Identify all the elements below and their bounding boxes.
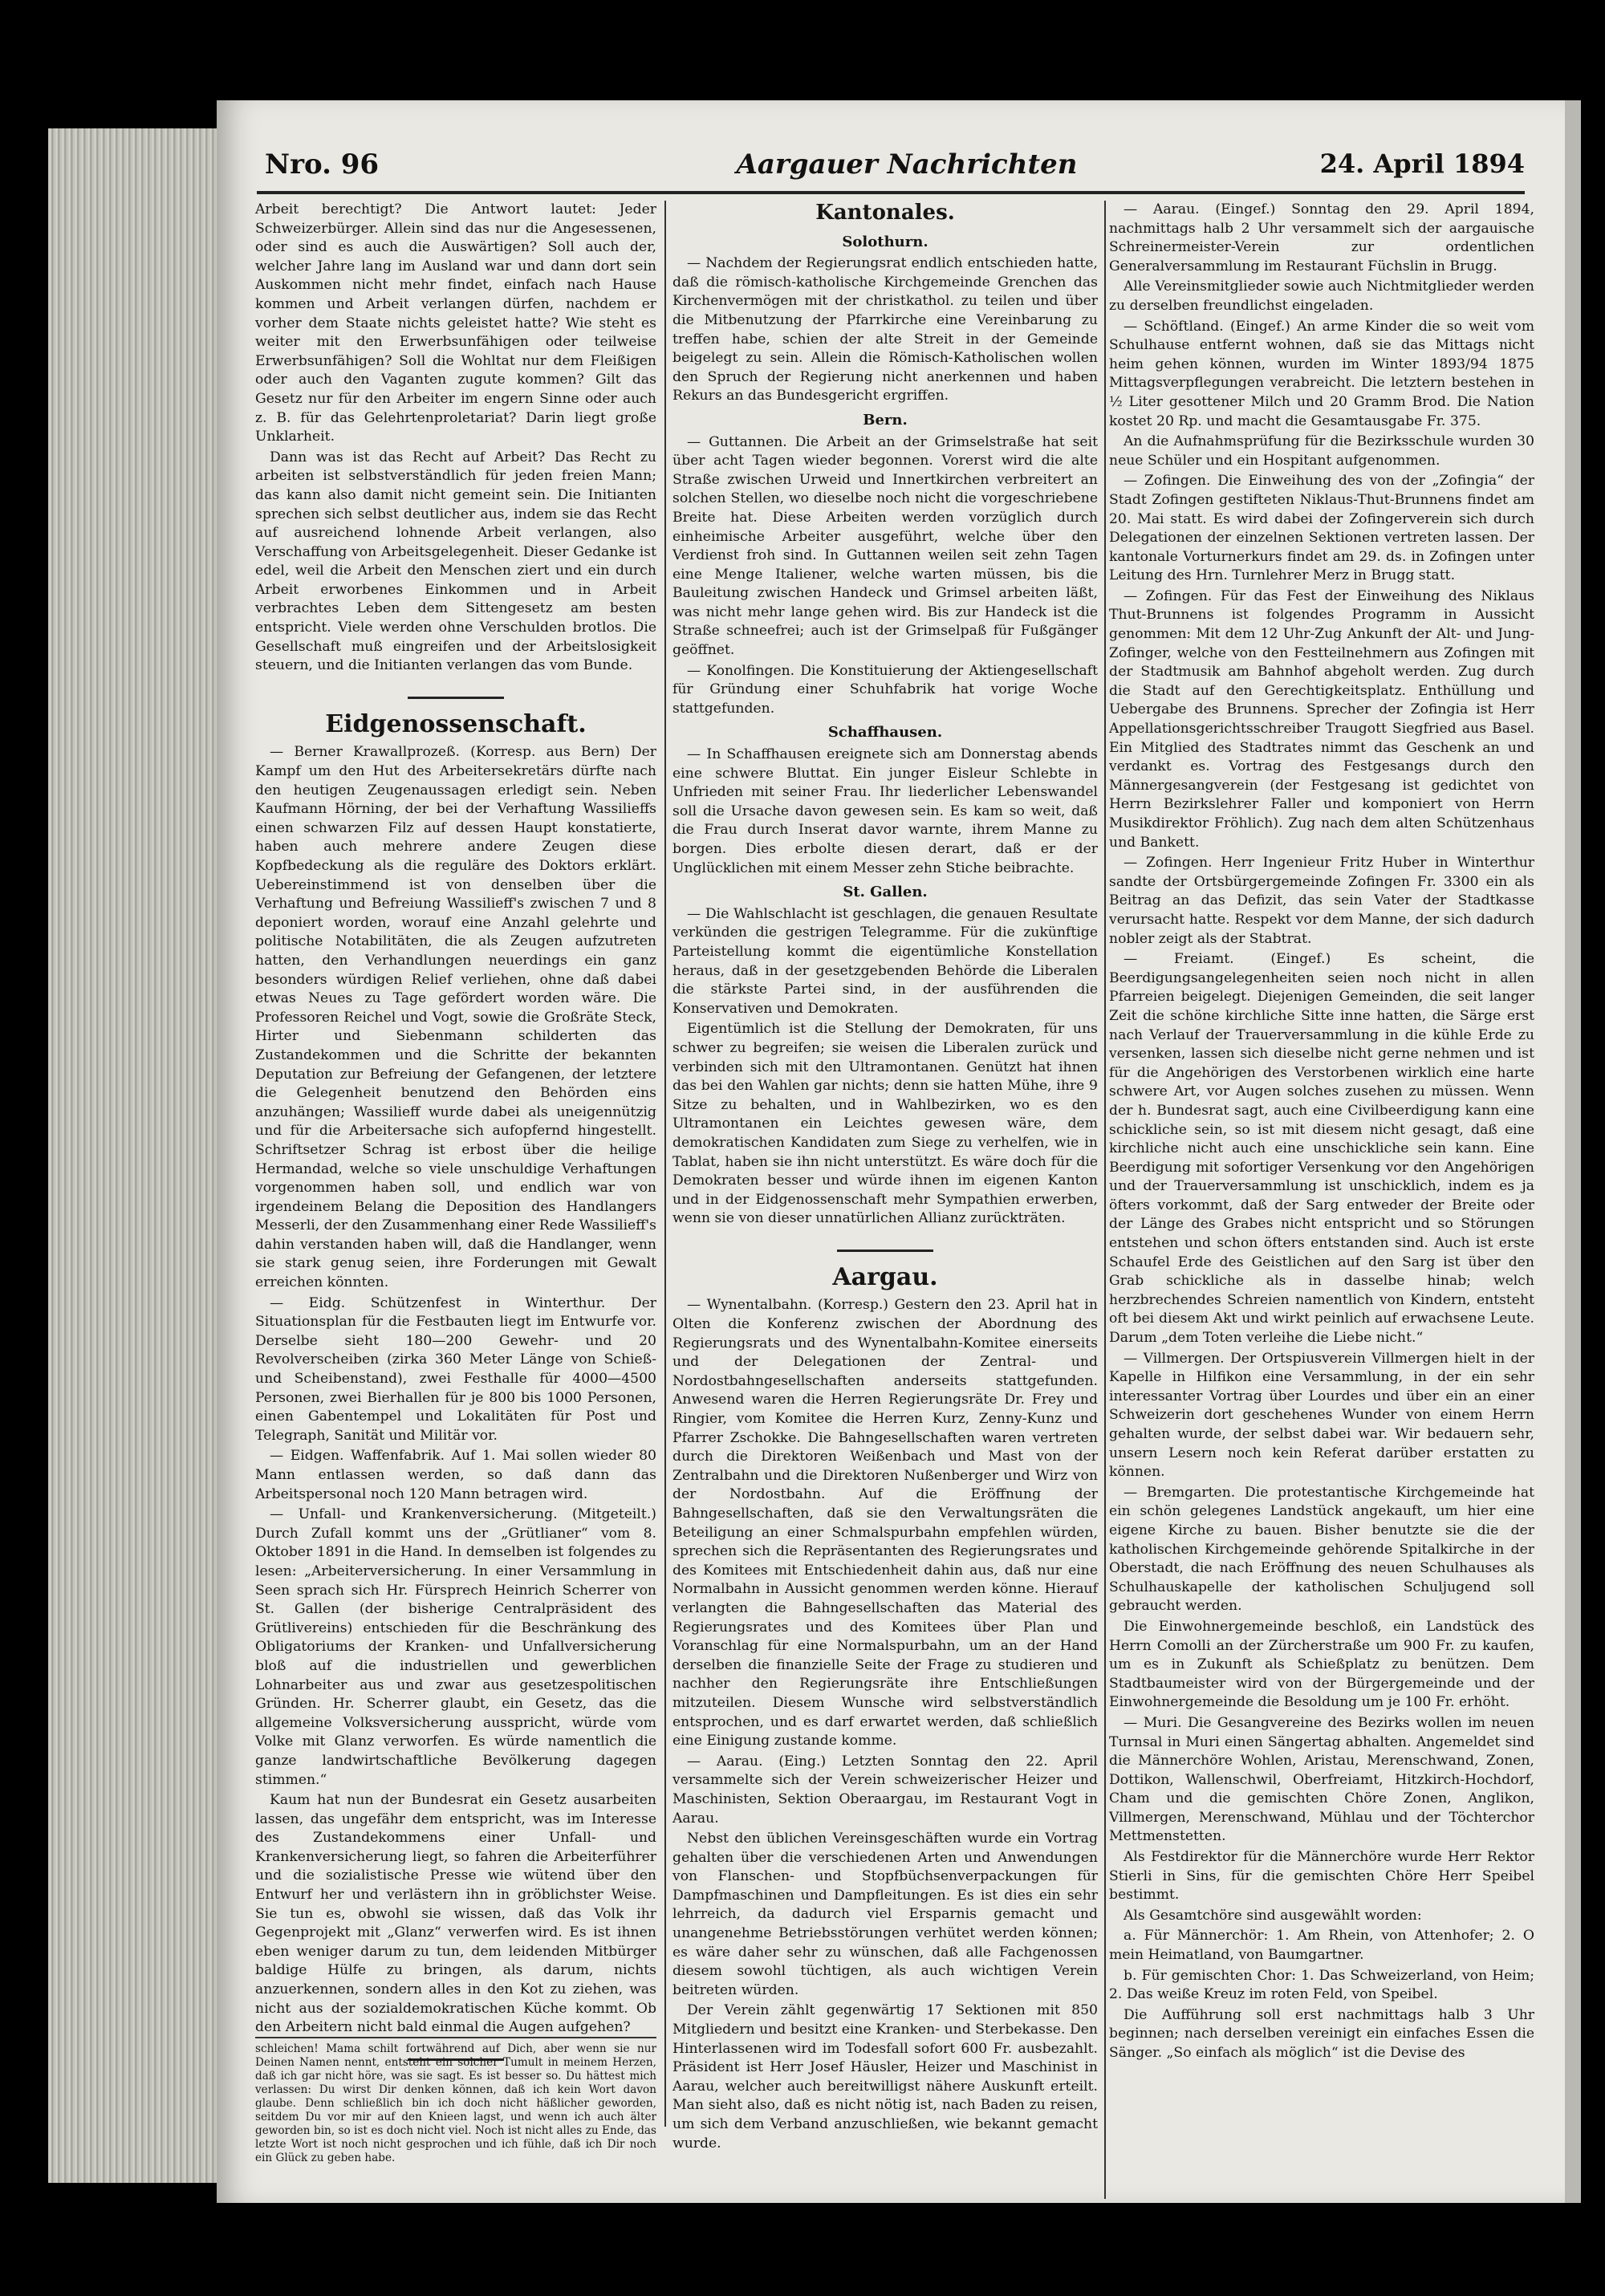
section-heading-aargau: Aargau. <box>832 1262 938 1291</box>
section-heading-eidgenossenschaft: Eidgenossenschaft. <box>325 709 587 738</box>
news-item: — Guttannen. Die Arbeit an der Grimselstraße hat seit über acht Tagen wieder begonnen. Vorerst wird die alte Straße zwischen Urweid und Innertkirchen verbreitert an solchen Stellen, wo dieselbe noch nicht die vorgeschriebene Breite hat. Diese Arbeiten werden vorzüglich durch einheimische Arbeiter ausgeführt, welche über den Verdienst froh sind. In Guttannen weilen seit zehn Tagen eine Menge Italiener, welche warten müssen, bis die Bauleitung zwischen Handeck und Grimsel arbeiten läßt, was nicht mehr lange gehen wird. Bis zur Handeck ist die Straße schneefrei; auch ist der Grimselpaß für Fußgänger geöffnet. <box>672 433 1098 659</box>
news-item: Die Aufführung soll erst nachmittags halb 3 Uhr beginnen; nach derselben vereinigt ein einfaches Essen die Sänger. „So einfach als möglich“ ist die Devise des <box>1109 2006 1534 2061</box>
news-item: — Berner Krawallprozeß. (Korresp. aus Bern) Der Kampf um den Hut des Arbeitersekretärs dürfte nach den heutigen Zeugenaussagen erledigt sein. Neben Kaufmann Hörning, der bei der Verhaftung Wassilieffs einen schwarzen Filz auf dessen Haupt konstatierte, haben auch mehrere andere Zeugen diese Kopfbedeckung als die reguläre des Doktors erklärt. Uebereinstimmend ist von denselben über die Verhaftung und Befreiung Wassilieff's zwischen 7 und 8 deponiert worden, worauf eine Anzahl gelehrte und politische Notabilitäten, die als Zeugen aufzutreten hatten, den Verhandlungen neuerdings ein ganz besonders würdigen Relief verliehen, ohne daß dabei etwas Neues zu Tage gefördert worden wäre. Die Professoren Reichel und Vogt, sowie die Großräte Steck, Hirter und Siebenmann schilderten das Zustandekommen und die Schritte der bekannten Deputation zur Befreiung der Gefangenen, der letztere die Gelegenheit benutzend den Behörden eins anzuhängen; Wassilieff wurde dabei als uneigennützig und für die Arbeitersache sich aufopfernd hingestellt. Schriftsetzer Schrag ist erbost über die heilige Hermandad, welche so viele unschuldige Verhaftungen vorgenommen haben soll, und endlich war von irgendeinem Belang die Deposition des Handlangers Messerli, der den Zusammenhang einer Rede Wassilieff's dahin verstanden haben will, daß die Handlanger, wenn sie stark genug seien, ihre Forderungen mit Gewalt erreichen könnten. <box>255 744 656 1291</box>
subheading-st-gallen: St. Gallen. <box>843 884 928 901</box>
news-item: Alle Vereinsmitglieder sowie auch Nichtmitglieder werden zu derselben freundlichst eingeladen. <box>1109 278 1534 314</box>
header-rule <box>257 191 1525 194</box>
news-item: — Eidgen. Waffenfabrik. Auf 1. Mai sollen wieder 80 Mann entlassen werden, so daß dann das Arbeitspersonal noch 120 Mann betragen wird. <box>255 1448 656 1502</box>
news-item: — Muri. Die Gesangvereine des Bezirks wollen im neuen Turnsal in Muri einen Sängertag abhalten. Angemeldet sind die Männerchöre Wohlen, Aristau, Merenschwand, Zonen, Dottikon, Wallenschwil, Oberfreiamt, Hitzkirch-Hochdorf, Cham und die gemischten Chöre Zonen, Anglikon, Villmergen, Merenschwand, Mühlau und der Töchterchor Mettmenstetten. <box>1109 1714 1534 1845</box>
news-item: — Schöftland. (Eingef.) An arme Kinder die so weit vom Schulhause entfernt wohnen, daß sie das Mittags nicht heim gehen können, wurden im Winter 1893/94 1875 Mittagsverpflegungen verabreicht. Die letztern bestehen in ½ Liter gesottener Milch und 20 Gramm Brod. Die Nation kostet 20 Rp. und macht die Gesamtausgabe Fr. 375. <box>1109 318 1534 429</box>
section-separator <box>408 697 504 699</box>
issue-date: 24. April 1894 <box>1319 148 1525 179</box>
subheading-schaffhausen: Schaffhausen. <box>827 724 943 742</box>
news-item: Als Gesamtchöre sind ausgewählt worden: <box>1124 1907 1422 1924</box>
news-item: — Konolfingen. Die Konstituierung der Aktiengesellschaft für Gründung einer Schuhfabrik hat vorige Woche stattgefunden. <box>672 662 1098 717</box>
news-item: — Wynentalbahn. (Korresp.) Gestern den 23. April hat in Olten die Konferenz zwischen der Abordnung des Regierungsrats und des Wynentalbahn-Komitee einerseits und der Delegationen der Zentral- und Nordostbahngesellschaften anderseits stattgefunden. Anwesend waren die Herren Regierungsräte Dr. Frey und Ringier, vom Komitee die Herren Kurz, Zenny-Kunz und Pfarrer Zschokke. Die Bahngesellschaften waren vertreten durch die Direktoren Weißenbach und Mast von der Zentralbahn und die Direktoren Nußenberger und Wirz von der Nordostbahn. Auf die Eröffnung der Bahngesellschaften, daß sie den Verwaltungsräten die Beteiligung an einer Schmalspurbahn empfehlen würden, sprechen sich die Repräsentanten des Regierungsrates und des Komitees mit Entschiedenheit dahin aus, daß nur eine Normalbahn in Aussicht genommen werden könne. Hierauf verlangten die Bahngesellschaften das Material des Regierungsrates und des Komitees über Plan und Voranschlag für eine Normalspurbahn, um an der Hand derselben die finanzielle Seite der Frage zu studieren und nachher den Regierungsräte ihre Entschließungen mitzuteilen. Diesem Wunsche wird selbstverständlich entsprochen, und es darf erwartet werden, daß schließlich eine Einigung zustande komme. <box>672 1297 1098 1749</box>
book-page-edges <box>48 128 225 2183</box>
news-item: — Villmergen. Der Ortspiusverein Villmergen hielt in der Kapelle in Hilfikon eine Versammlung, in der ein sehr interessanter Vortrag über Lourdes und über ein an einer Schweizerin dort geschehenes Wunder von einem Herrn gehalten wurde, der selbst dabei war. Wir bedauern sehr, unsern Lesern noch kein Referat darüber erstatten zu können. <box>1109 1350 1534 1481</box>
newspaper-title: Aargauer Nachrichten <box>736 148 1078 181</box>
news-item: Eigentümlich ist die Stellung der Demokraten, für uns schwer zu begreifen; sie weisen die Liberalen zurück und verbinden sich mit den Ultramontanen. Genützt hat ihnen das bei den Wahlen gar nichts; denn sie hatten Mühe, ihre 9 Sitze zu behalten, und in Wahlbezirken, wo es den Ultramontanen ein Leichtes gewesen wäre, dem demokratischen Kandidaten zum Siege zu verhelfen, wie in Tablat, haben sie ihn nicht unterstützt. Es wäre doch für die Demokraten besser und würde ihnen im eigenen Kanton und in der Eidgenossenschaft mehr Sympathien erwerben, wenn sie von dieser unnatürlichen Allianz zurückträten. <box>672 1021 1098 1227</box>
column-2 <box>672 201 1098 2155</box>
subheading-bern: Bern. <box>863 411 908 429</box>
news-item: — Aarau. (Eingef.) Sonntag den 29. April 1894, nachmittags halb 2 Uhr versammelt sich der aargauische Schreinermeister-Verein zur ordentlichen Generalversammlung im Restaurant Füchslin in Brugg. <box>1109 201 1534 274</box>
article-paragraph: Arbeit berechtigt? Die Antwort lautet: Jeder Schweizerbürger. Allein sind das nur die Angesessenen, oder sind es auch die Auswärtigen? Soll auch der, welcher Jahre lang im Ausland war und dann dort sein Auskommen nicht mehr findet, einfach nach Hause kommen und Arbeit verlangen dürfen, nachdem er vorher dem Staate nichts geleistet hatte? Wie steht es weiter mit den Erwerbsunfähigen oder teilweise Erwerbsunfähigen? Soll die Wohltat nur dem Fleißigen oder auch den Vaganten zugute kommen? Gilt das Gesetz nur für den Arbeiter im engern Sinne oder auch z. B. für das Gelehrtenproletariat? Darin liegt große Unklarheit. <box>255 201 656 445</box>
column-3 <box>1109 201 1534 2065</box>
feuilleton-rule <box>255 2037 656 2038</box>
news-item: — Zofingen. Für das Fest der Einweihung des Niklaus Thut-Brunnens ist folgendes Programm in Aussicht genommen: Mit dem 12 Uhr-Zug Ankunft der Alt- und Jung-Zofinger, welche von den Festteilnehmern aus Zofingen mit der Stadtmusik am Bahnhof abgeholt werden. Zug durch die Stadt auf den Gerechtigkeitsplatz. Enthüllung und Uebergabe des Brunnens. Sprecher der Zofingia ist Herr Appellationsgerichtsschreiber Traugott Siegfried aus Basel. Ein Mitglied des Stadtrates nimmt das Geschenk an und verdankt es. Vortrag des Festgesangs durch den Männergesangverein (der Festgesang ist gedichtet von Herrn Bezirkslehrer Faller und komponiert von Herrn Musikdirektor Fröhlich). Zug nach dem alten Schützenhaus und Bankett. <box>1109 587 1534 851</box>
news-item: — Bremgarten. Die protestantische Kirchgemeinde hat ein schön gelegenes Landstück angekauft, um hier eine eigene Kirche zu bauen. Bisher benutzte sie die der katholischen Kirchgemeinde gehörende Spitalkirche in der Oberstadt, die nach Eröffnung des neuen Schulhauses als Schulhauskapelle der katholischen Schuljugend soll gebraucht werden. <box>1109 1484 1534 1615</box>
news-item: — Freiamt. (Eingef.) Es scheint, die Beerdigungsangelegenheiten seien noch nicht in allen Pfarreien beigelegt. Diejenigen Gemeinden, die seit langer Zeit die schöne kirchliche Sitte inne hatten, die Särge erst nach Verlauf der Trauerversammlung in die kühle Erde zu versenken, lassen sich dieselbe nicht gerne nehmen und ist für die Angehörigen des Verstorbenen wirklich eine harte schwere Art, vor Augen solches zusehen zu müssen. Wenn der h. Bundesrat sagt, auch eine Civilbeerdigung kann eine schickliche sein, so ist mit diesem nicht gesagt, daß eine kirchliche nicht auch eine unschickliche sein kann. Eine Beerdigung mit sofortiger Versenkung vor den Angehörigen und der Trauerversammlung ist unschicklich, indem es ja öfters vorkommt, daß der Sarg entweder der Breite oder der Länge des Grabes nicht entspricht und so Störungen entstehen und schon öfters entstanden sind. Auch ist erste Schaufel Erde des Geistlichen auf den Sarg ist über den Grab schickliche als in dasselbe hinab; welch herzbrechendes Schreien namentlich von Kindern, entsteht oft bei diesem Akt und wirkt peinlich auf erwachsene Leute. Darum „dem Toten verleihe die Liebe nicht.“ <box>1109 951 1534 1347</box>
section-separator <box>837 1250 933 1252</box>
page-right-edge <box>1565 100 1581 2203</box>
column-1 <box>255 201 656 2077</box>
feuilleton-text: schleichen! Mama schilt fortwährend auf Dich, aber wenn sie nur Deinen Namen nennt, entsteht ein solcher Tumult in meinem Herzen, daß ich gar nicht höre, was sie sagt. Es ist besser so. Du hättest mich verlassen: Du wirst Dir denken können, daß ich kein Wort davon glaube. Denn schließlich bin ich doch nicht häßlicher geworden, seitdem Du vor mir auf den Knieen lagst, und wenn ich auch älter geworden bin, so ist es doch nicht viel. Noch ist nicht alles zu Ende, das letzte Wort ist noch nicht gesprochen und ich fühle, daß ich Dir noch ein Glück zu geben habe. <box>255 2042 656 2164</box>
news-item: Nebst den üblichen Vereinsgeschäften wurde ein Vortrag gehalten über die verschiedenen Arten und Anwendungen von Flanschen- und Stopfbüchsenverpackungen für Dampfmaschinen und Dampfleitungen. Es ist dies ein sehr lehrreich, da dadurch viel Ersparnis gemacht und unangenehme Betriebsstörungen verhütet werden können; es wäre daher sehr zu wünschen, daß alle Fachgenossen diesem sowohl tüchtigen, als auch wichtigen Verein beitreten würden. <box>672 1831 1098 1998</box>
news-item: — Unfall- und Krankenversicherung. (Mitgeteilt.) Durch Zufall kommt uns der „Grütlianer“ vom 8. Oktober 1891 in die Hand. In demselben ist folgendes zu lesen: „Arbeiterversicherung. In einer Versammlung in Seen sprach sich Hr. Fürsprech Heinrich Scherrer von St. Gallen (der bisherige Centralpräsident des Grütlivereins) entschieden für die Beschränkung des Obligatoriums der Kranken- und Unfallversicherung bloß auf die industriellen und gewerblichen Lohnarbeiter aus und zwar aus gesetzespolitischen Gründen. Hr. Scherrer glaubt, ein Gesetz, das die allgemeine Volksversicherung ausspricht, würde vom Volke mit Glanz verworfen. Es würde namentlich die ganze landwirtschaftliche Bevölkerung dagegen stimmen.“ <box>255 1506 656 1788</box>
article-paragraph: Dann was ist das Recht auf Arbeit? Das Recht zu arbeiten ist selbstverständlich für jeden freien Mann; das kann also damit nicht gemeint sein. Die Initianten sprechen sich selbst deutlicher aus, indem sie das Recht auf ausreichend lohnende Arbeit verlangen, also Verschaffung von Arbeitsgelegenheit. Dieser Gedanke ist edel, weil die Arbeit den Menschen ziert und ein durch Arbeit erworbenes Einkommen und in Arbeit verbrachtes Leben dem Sittengesetz am besten entspricht. Viele werden ohne Verschulden brotlos. Die Gesellschaft muß eingreifen und der Arbeitslosigkeit steuern, und die Initianten verlangen das vom Bunde. <box>255 449 656 674</box>
news-item: Kaum hat nun der Bundesrat ein Gesetz ausarbeiten lassen, das ungefähr dem entspricht, was im Interesse des Zustandekommens einer Unfall- und Krankenversicherung liegt, so fahren die Arbeiterführer und die sozialistische Presse wie wütend über den Entwurf her und verlästern ihn in gröblichster Weise. Sie tun es, obwohl sie wissen, daß das Volk ihr Gegenprojekt mit „Glanz“ verwerfen wird. Es ist ihnen eben weniger darum zu tun, dem leidenden Mitbürger baldige Hülfe zu bringen, als darum, nichts anzuerkennen, sondern alles in den Kot zu ziehen, was nicht aus der sozialdemokratischen Küche kommt. Ob den Arbeitern nicht bald einmal die Augen aufgehen? <box>255 1792 656 2036</box>
column-divider-2 <box>1104 201 1106 2199</box>
section-heading-kantonales: Kantonales. <box>815 201 955 225</box>
page-number: Nro. 96 <box>265 148 380 181</box>
news-item: a. Für Männerchör: 1. Am Rhein, von Attenhofer; 2. O mein Heimatland, von Baumgartner. <box>1109 1928 1534 1964</box>
news-item: Die Einwohnergemeinde beschloß, ein Landstück des Herrn Comolli an der Zürcherstraße um 900 Fr. zu kaufen, um es in Zukunft als Schießplatz zu benützen. Dem Stadtbaumeister wird von der Bürgergemeinde und der Einwohnergemeinde die Besoldung um je 100 Fr. erhöht. <box>1109 1618 1534 1711</box>
news-item: — Zofingen. Herr Ingenieur Fritz Huber in Winterthur sandte der Ortsbürgergemeinde Zofingen Fr. 3300 ein als Beitrag an das Defizit, das sein Vater der Stadtkasse verursacht hatte. Respekt vor dem Manne, der sich dadurch nobler zeigt als der Stabtrat. <box>1109 855 1534 947</box>
news-item: — Nachdem der Regierungsrat endlich entschieden hatte, daß die römisch-katholische Kirchgemeinde Grenchen das Kirchenvermögen mit der christkathol. zu teilen und über die Mitbenutzung der Pfarrkirche eine Vereinbarung zu treffen habe, schien der alte Streit in der Gemeinde beigelegt zu sein. Allein die Römisch-Katholischen wollen den Spruch der Regierung nicht anerkennen und haben Rekurs an das Bundesgericht ergriffen. <box>672 255 1098 404</box>
news-item: — In Schaffhausen ereignete sich am Donnerstag abends eine schwere Bluttat. Ein junger Eisleur Schlebte in Unfrieden mit seiner Frau. Ihr liederlicher Lebenswandel soll die Ursache davon gewesen sein. Es kam so weit, daß die Frau durch Inserat davor warnte, ihrem Manne zu borgen. Dies erbolte diesen derart, daß er der Unglücklichen mit einem Messer zehn Stiche beibrachte. <box>672 746 1098 876</box>
page-header <box>257 148 1525 189</box>
news-item: — Zofingen. Die Einweihung des von der „Zofingia“ der Stadt Zofingen gestifteten Niklaus-Thut-Brunnens findet am 20. Mai statt. Es wird dabei der Zofingerverein sich durch Delegationen der einzelnen Sektionen vertreten lassen. Der kantonale Vorturnerkurs findet am 29. ds. in Zofingen unter Leitung des Hrn. Turnlehrer Merz in Brugg statt. <box>1109 473 1534 584</box>
subheading-solothurn: Solothurn. <box>842 233 928 250</box>
news-item: — Aarau. (Eing.) Letzten Sonntag den 22. April versammelte sich der Verein schweizerischer Heizer und Maschinisten, Sektion Oberaargau, im Restaurant Vogt in Aarau. <box>672 1753 1098 1827</box>
column-divider-1 <box>664 201 666 2127</box>
news-item: Der Verein zählt gegenwärtig 17 Sektionen mit 850 Mitgliedern und besitzt eine Kranken- und Sterbekasse. Den Hinterlassenen wird im Todesfall sofort 600 Fr. ausbezahlt. Präsident ist Herr Josef Häusler, Heizer und Maschinist in Aarau, welcher auch bereitwilligst nähere Auskunft erteilt. Man sieht also, daß es nicht nötig ist, nach Baden zu reisen, um sich dem Verband anzuschließen, wie bekannt gemacht wurde. <box>672 2002 1098 2152</box>
news-item: b. Für gemischten Chor: 1. Das Schweizerland, von Heim; 2. Das weiße Kreuz im roten Feld, von Speibel. <box>1109 1967 1534 2003</box>
news-item: — Die Wahlschlacht ist geschlagen, die genauen Resultate verkünden die gestrigen Telegramme. Für die zukünftige Parteistellung kommt die eigentümliche Konstellation heraus, daß in der gesetzgebenden Behörde die Liberalen die stärkste Partei sind, in der ausführenden die Konservativen und Demokraten. <box>672 905 1098 1017</box>
news-item: An die Aufnahmsprüfung für die Bezirksschule wurden 30 neue Schüler und ein Hospitant aufgenommen. <box>1109 433 1534 469</box>
news-item: Als Festdirektor für die Männerchöre wurde Herr Rektor Stierli in Sins, für die gemischten Chöre Herr Speibel bestimmt. <box>1109 1849 1534 1904</box>
news-item: — Eidg. Schützenfest in Winterthur. Der Situationsplan für die Festbauten liegt im Entwurfe vor. Derselbe sieht 180—200 Gewehr- und 20 Revolverscheiben (zirka 360 Meter Länge von Schieß- und Scheibenstand), zwei Festhalle für 4000—4500 Personen, zwei Bierhallen für je 800 bis 1000 Personen, einen Gabentempel und Lokalitäten für Post und Telegraph, Sanität und Militär vor. <box>255 1294 656 1444</box>
